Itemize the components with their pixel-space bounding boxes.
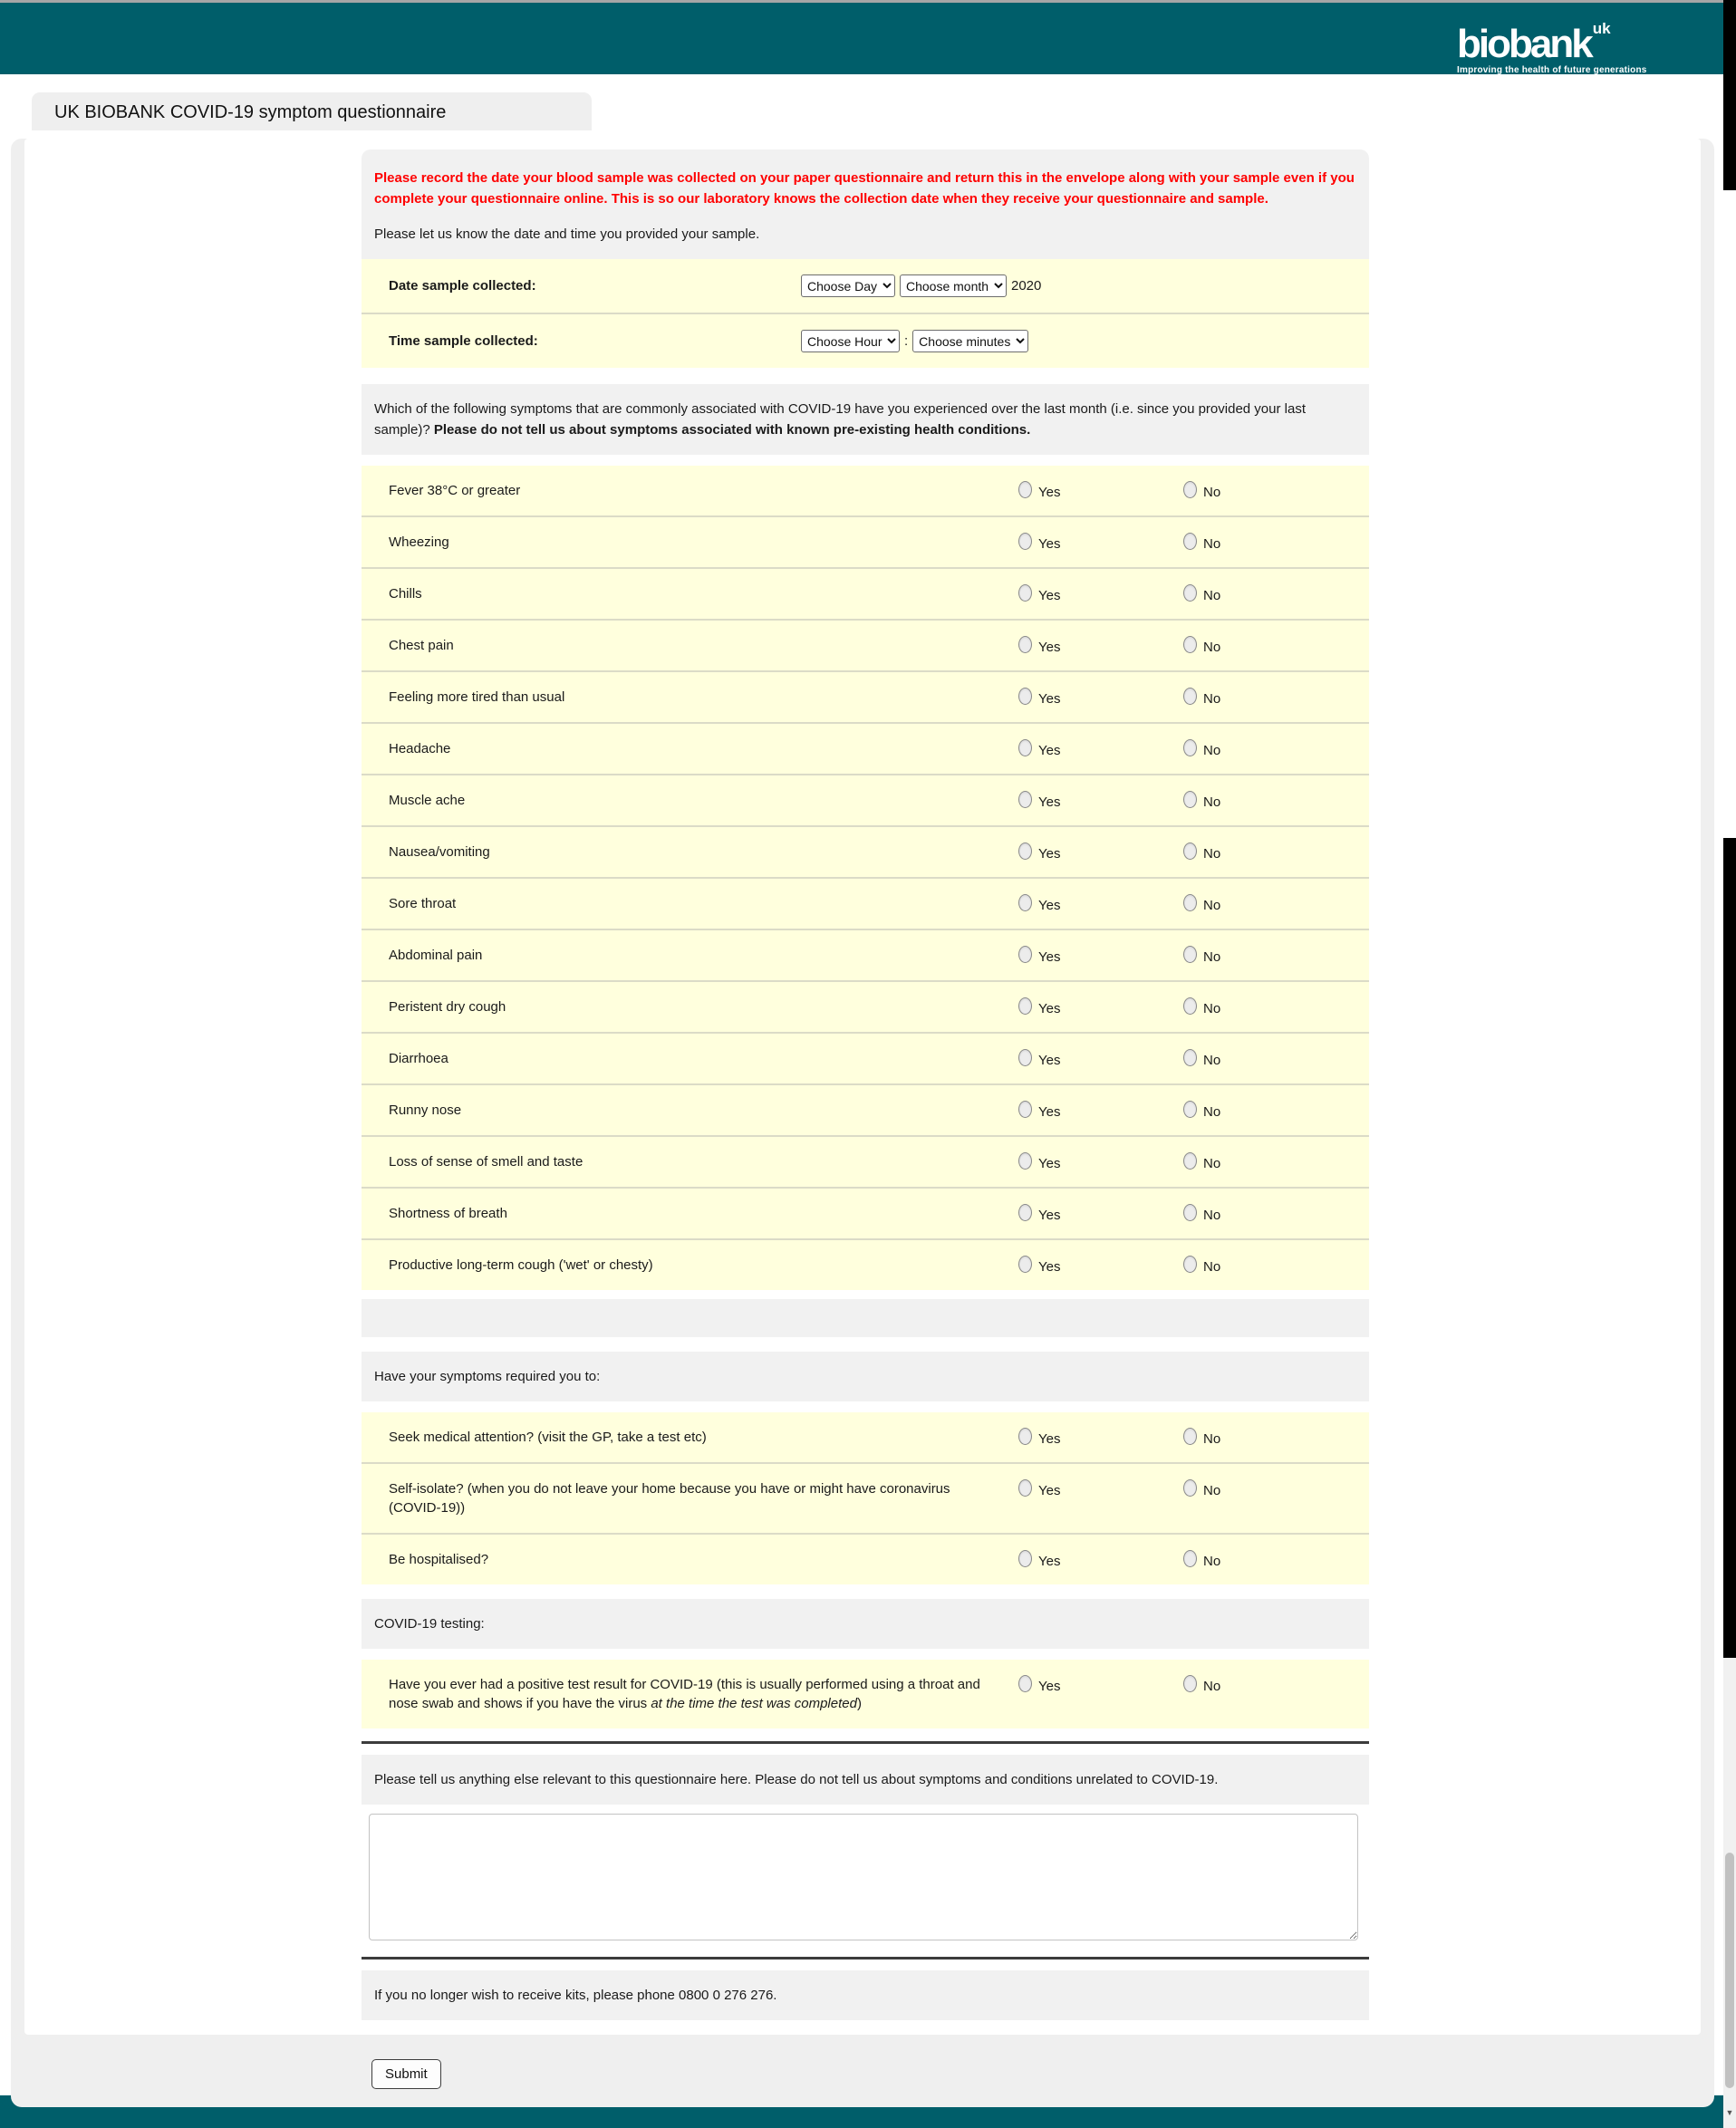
no-radio[interactable]: [1183, 791, 1197, 808]
testing-block: [362, 1660, 1369, 1728]
free-text-area-wrap: [362, 1805, 1369, 1953]
no-label: No: [1203, 794, 1221, 810]
no-radio[interactable]: [1183, 1428, 1197, 1445]
no-option[interactable]: [1183, 1428, 1220, 1445]
symptom-row: [362, 774, 1369, 825]
yes-option[interactable]: [1018, 636, 1183, 653]
symptom-row: [362, 877, 1369, 929]
yes-option[interactable]: [1018, 791, 1183, 808]
no-radio[interactable]: [1183, 533, 1197, 550]
symptom-label: Nausea/vomiting: [389, 844, 490, 860]
yes-label: Yes: [1038, 536, 1061, 552]
date-collected-label: Date sample collected:: [389, 278, 536, 294]
time-collected-label: Time sample collected:: [389, 333, 538, 349]
yes-label: Yes: [1038, 485, 1061, 500]
yes-radio[interactable]: [1018, 1204, 1032, 1221]
symptom-label: Peristent dry cough: [389, 999, 506, 1015]
no-option[interactable]: [1183, 636, 1220, 653]
no-label: No: [1203, 1259, 1221, 1275]
questionnaire-card: [11, 139, 1714, 2107]
yes-option[interactable]: [1018, 533, 1183, 550]
yes-option[interactable]: [1018, 1675, 1183, 1692]
yes-label: Yes: [1038, 1053, 1061, 1068]
symptom-label: Chills: [389, 586, 422, 602]
yes-radio[interactable]: [1018, 1428, 1032, 1445]
page-title: UK BIOBANK COVID-19 symptom questionnaire: [32, 92, 592, 130]
scrollbar-thumb[interactable]: [1725, 1853, 1734, 2088]
symptom-row: [362, 515, 1369, 567]
no-option[interactable]: [1183, 1049, 1220, 1066]
symptom-row: [362, 980, 1369, 1032]
yes-label: Yes: [1038, 1104, 1061, 1120]
symptom-row: [362, 722, 1369, 774]
right-edge-strip: [1723, 0, 1736, 2128]
no-option[interactable]: [1183, 533, 1220, 550]
no-option[interactable]: [1183, 791, 1220, 808]
yes-radio[interactable]: [1018, 739, 1032, 756]
yes-option[interactable]: [1018, 843, 1183, 860]
yes-option[interactable]: [1018, 584, 1183, 602]
yes-option[interactable]: [1018, 1550, 1183, 1567]
no-option[interactable]: [1183, 997, 1220, 1015]
yes-label: Yes: [1038, 1156, 1061, 1171]
right-edge-black-lower: [1723, 838, 1736, 1658]
no-label: No: [1203, 1679, 1221, 1694]
yes-option[interactable]: [1018, 481, 1183, 498]
no-option[interactable]: [1183, 739, 1220, 756]
symptom-row: [362, 1238, 1369, 1290]
symptoms-question-header: [362, 384, 1369, 455]
no-option[interactable]: [1183, 946, 1220, 963]
yes-radio[interactable]: [1018, 843, 1032, 860]
symptom-section-tail: [362, 1299, 1369, 1337]
yes-radio[interactable]: [1018, 1675, 1032, 1692]
required-row: [362, 1533, 1369, 1584]
no-label: No: [1203, 846, 1221, 862]
minutes-select[interactable]: [912, 330, 1028, 352]
yes-label: Yes: [1038, 1431, 1061, 1447]
symptom-label: Shortness of breath: [389, 1206, 507, 1221]
no-option[interactable]: [1183, 1675, 1220, 1692]
hour-select[interactable]: [801, 330, 900, 352]
no-label: No: [1203, 640, 1221, 655]
questionnaire-panel: [24, 139, 1701, 2035]
symptom-list: [362, 466, 1369, 1290]
yes-radio[interactable]: [1018, 1479, 1032, 1497]
intro-section: [362, 149, 1369, 259]
yes-option[interactable]: [1018, 1049, 1183, 1066]
yes-option[interactable]: [1018, 1479, 1183, 1497]
required-section-header: Have your symptoms required you to:: [362, 1352, 1369, 1401]
symptom-row: [362, 825, 1369, 877]
no-option[interactable]: [1183, 1101, 1220, 1118]
no-label: No: [1203, 1554, 1221, 1569]
no-option[interactable]: [1183, 894, 1220, 911]
no-radio[interactable]: [1183, 1101, 1197, 1118]
day-select[interactable]: [801, 274, 895, 297]
no-radio[interactable]: [1183, 997, 1197, 1015]
symptom-label: Productive long-term cough ('wet' or chesty): [389, 1257, 653, 1273]
no-option[interactable]: [1183, 1479, 1220, 1497]
no-radio[interactable]: [1183, 894, 1197, 911]
yes-option[interactable]: [1018, 1256, 1183, 1273]
no-label: No: [1203, 485, 1221, 500]
time-collected-row: [362, 313, 1369, 368]
section-divider: [362, 1957, 1369, 1959]
yes-label: Yes: [1038, 1554, 1061, 1569]
sample-datetime-block: [362, 259, 1369, 368]
symptom-label: Wheezing: [389, 534, 449, 550]
no-radio[interactable]: [1183, 1479, 1197, 1497]
no-option[interactable]: [1183, 481, 1220, 498]
yes-option[interactable]: [1018, 997, 1183, 1015]
no-radio[interactable]: [1183, 739, 1197, 756]
no-radio[interactable]: [1183, 636, 1197, 653]
positive-test-label: Have you ever had a positive test result for COVID-19 (this is usually performed using a throat and nose swab and shows if you have the virus at the time the test was completed): [389, 1677, 980, 1711]
no-label: No: [1203, 1431, 1221, 1447]
no-label: No: [1203, 1001, 1221, 1016]
no-radio[interactable]: [1183, 1204, 1197, 1221]
yes-label: Yes: [1038, 691, 1061, 707]
symptom-label: Runny nose: [389, 1103, 462, 1118]
yes-label: Yes: [1038, 1208, 1061, 1223]
symptom-row: [362, 670, 1369, 722]
yes-label: Yes: [1038, 1259, 1061, 1275]
symptom-label: Chest pain: [389, 638, 454, 653]
no-option[interactable]: [1183, 1550, 1220, 1567]
yes-radio[interactable]: [1018, 533, 1032, 550]
symptom-row: [362, 567, 1369, 619]
symptoms-question-text: Which of the following symptoms that are commonly associated with COVID-19 have you experienced over the last month (i.e. since you provided your last sample)?: [374, 401, 1306, 438]
symptoms-question-bold: Please do not tell us about symptoms associated with known pre-existing health conditions.: [433, 422, 1031, 438]
yes-radio[interactable]: [1018, 946, 1032, 963]
year-value: 2020: [1011, 278, 1042, 294]
logo-uk-superscript: uk: [1592, 20, 1611, 37]
yes-option[interactable]: [1018, 739, 1183, 756]
scrollbar-down-arrow-icon[interactable]: ▼: [1725, 2108, 1734, 2117]
yes-radio[interactable]: [1018, 1152, 1032, 1170]
yes-radio[interactable]: [1018, 688, 1032, 705]
time-separator: :: [904, 333, 909, 349]
positive-test-italic: at the time the test was completed: [651, 1696, 857, 1711]
symptom-label: Diarrhoea: [389, 1051, 448, 1066]
month-select[interactable]: [900, 274, 1007, 297]
no-radio[interactable]: [1183, 1256, 1197, 1273]
no-radio[interactable]: [1183, 584, 1197, 602]
yes-option[interactable]: [1018, 894, 1183, 911]
submit-row: [11, 2048, 1714, 2105]
no-option[interactable]: [1183, 1204, 1220, 1221]
symptom-row: [362, 1032, 1369, 1083]
kit-optout-text: If you no longer wish to receive kits, please phone 0800 0 276 276.: [362, 1970, 1369, 2020]
yes-radio[interactable]: [1018, 584, 1032, 602]
no-radio[interactable]: [1183, 1049, 1197, 1066]
yes-option[interactable]: [1018, 1152, 1183, 1170]
yes-option[interactable]: [1018, 688, 1183, 705]
sample-instruction: Please let us know the date and time you provided your sample.: [374, 226, 760, 242]
yes-radio[interactable]: [1018, 1049, 1032, 1066]
blood-sample-warning: Please record the date your blood sample was collected on your paper questionnaire and return this in the envelope along with your sample even if you complete your questionnaire online. This is so our laboratory knows the collection date when they receive your questionnaire and sample.: [374, 170, 1355, 207]
yes-label: Yes: [1038, 640, 1061, 655]
no-radio[interactable]: [1183, 946, 1197, 963]
no-radio[interactable]: [1183, 1152, 1197, 1170]
symptom-label: Muscle ache: [389, 793, 466, 808]
date-collected-row: [362, 259, 1369, 313]
free-text-input[interactable]: [369, 1814, 1358, 1940]
yes-option[interactable]: [1018, 1101, 1183, 1118]
yes-label: Yes: [1038, 794, 1061, 810]
right-edge-white-segment: [1723, 190, 1736, 838]
no-option[interactable]: [1183, 1152, 1220, 1170]
no-radio[interactable]: [1183, 843, 1197, 860]
yes-radio[interactable]: [1018, 791, 1032, 808]
yes-label: Yes: [1038, 949, 1061, 965]
no-label: No: [1203, 1053, 1221, 1068]
yes-option[interactable]: [1018, 1428, 1183, 1445]
no-radio[interactable]: [1183, 1675, 1197, 1692]
biobank-logo: [1448, 5, 1711, 75]
section-divider: [362, 1741, 1369, 1744]
no-radio[interactable]: [1183, 481, 1197, 498]
yes-radio[interactable]: [1018, 894, 1032, 911]
right-edge-black-upper: [1723, 0, 1736, 190]
no-label: No: [1203, 588, 1221, 603]
no-option[interactable]: [1183, 584, 1220, 602]
positive-test-row: [362, 1660, 1369, 1728]
yes-radio[interactable]: [1018, 636, 1032, 653]
header-bar: [0, 3, 1723, 74]
testing-section-header: COVID-19 testing:: [362, 1599, 1369, 1649]
no-label: No: [1203, 1104, 1221, 1120]
required-label: Seek medical attention? (visit the GP, take a test etc): [389, 1430, 707, 1445]
no-option[interactable]: [1183, 843, 1220, 860]
yes-radio[interactable]: [1018, 997, 1032, 1015]
symptom-label: Loss of sense of smell and taste: [389, 1154, 583, 1170]
symptom-row: [362, 466, 1369, 515]
no-label: No: [1203, 1483, 1221, 1498]
no-label: No: [1203, 898, 1221, 913]
yes-label: Yes: [1038, 846, 1061, 862]
yes-label: Yes: [1038, 588, 1061, 603]
symptom-label: Fever 38°C or greater: [389, 483, 521, 498]
symptom-label: Abdominal pain: [389, 948, 483, 963]
no-option[interactable]: [1183, 1256, 1220, 1273]
no-label: No: [1203, 1156, 1221, 1171]
required-label: Be hospitalised?: [389, 1552, 489, 1567]
symptom-row: [362, 929, 1369, 980]
yes-label: Yes: [1038, 898, 1061, 913]
required-list: [362, 1412, 1369, 1584]
symptom-label: Feeling more tired than usual: [389, 689, 565, 705]
no-option[interactable]: [1183, 688, 1220, 705]
no-label: No: [1203, 536, 1221, 552]
no-radio[interactable]: [1183, 688, 1197, 705]
yes-radio[interactable]: [1018, 1101, 1032, 1118]
no-label: No: [1203, 691, 1221, 707]
symptom-row: [362, 1135, 1369, 1187]
required-row: [362, 1412, 1369, 1462]
yes-radio[interactable]: [1018, 481, 1032, 498]
symptom-row: [362, 1083, 1369, 1135]
symptom-label: Headache: [389, 741, 451, 756]
symptom-row: [362, 1187, 1369, 1238]
yes-label: Yes: [1038, 1483, 1061, 1498]
yes-label: Yes: [1038, 1001, 1061, 1016]
no-label: No: [1203, 743, 1221, 758]
logo-wordmark: biobank $^{uk}$: [1457, 20, 1611, 66]
logo-tagline: Improving the health of future generations: [1457, 65, 1647, 75]
free-text-header: Please tell us anything else relevant to this questionnaire here. Please do not tell us about symptoms and conditions unrelated to COVID-19.: [362, 1755, 1369, 1805]
yes-label: Yes: [1038, 743, 1061, 758]
symptom-label: Sore throat: [389, 896, 457, 911]
yes-option[interactable]: [1018, 946, 1183, 963]
symptom-row: [362, 619, 1369, 670]
no-radio[interactable]: [1183, 1550, 1197, 1567]
yes-radio[interactable]: [1018, 1256, 1032, 1273]
no-label: No: [1203, 949, 1221, 965]
yes-option[interactable]: [1018, 1204, 1183, 1221]
yes-radio[interactable]: [1018, 1550, 1032, 1567]
no-label: No: [1203, 1208, 1221, 1223]
submit-button[interactable]: Submit: [371, 2059, 441, 2089]
required-row: [362, 1462, 1369, 1533]
yes-label: Yes: [1038, 1679, 1061, 1694]
required-label: Self-isolate? (when you do not leave your home because you have or might have coronavirus (COVID-19)): [389, 1481, 950, 1516]
